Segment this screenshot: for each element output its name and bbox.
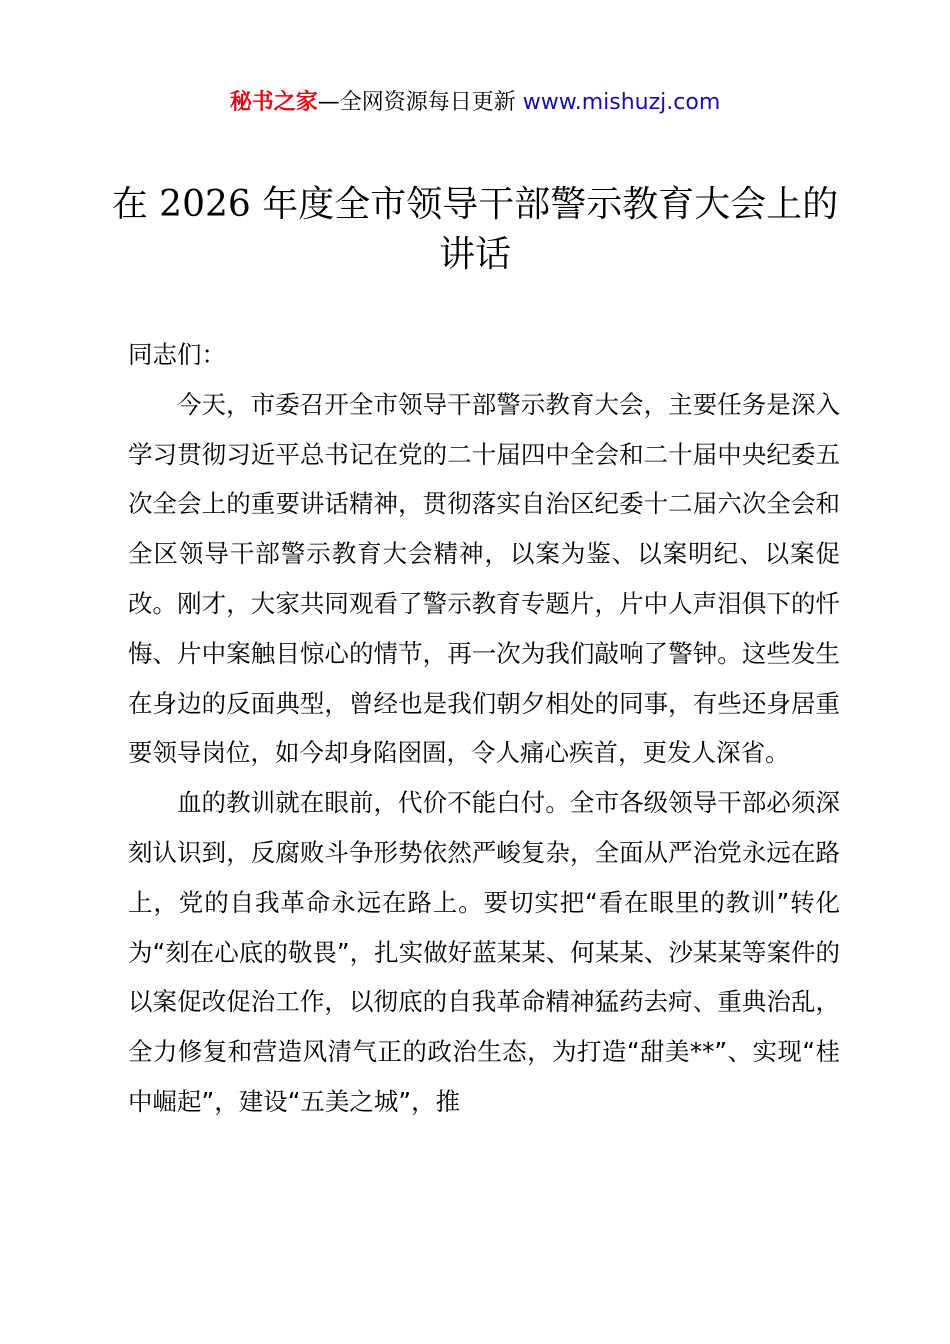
brand-name: 秘书之家: [229, 90, 318, 115]
document-title: 在 2026 年度全市领导干部警示教育大会上的讲话: [111, 184, 839, 275]
paragraph-1: 今天，市委召开全市领导干部警示教育大会，主要任务是深入学习贯彻习近平总书记在党的二十届四中全会和二十届中央纪委五次全会上的重要讲话精神，贯彻落实自治区纪委十二届六次全会和全区领导干部警示教育大会精神，以案为鉴、以案明纪、以案促改。刚才，大家共同观看了警示教育专题片，片中人声泪俱下的忏悔、片中案触目惊心的情节，再一次为我们敲响了警钟。这些发生在身边的反面典型，曾经也是我们朝夕相处的同事，有些还身居重要领导岗位，如今却身陷囹圄，令人痛心疾首，更发人深省。: [128, 389, 840, 768]
site-banner: [0, 86, 950, 120]
site-url-link[interactable]: www.mishuzj.com: [522, 90, 721, 115]
greeting: 同志们：: [128, 340, 226, 369]
document-body: [128, 330, 840, 1127]
banner-tagline: —全网资源每日更新: [317, 90, 523, 115]
paragraph-2: 血的教训就在眼前，代价不能白付。全市各级领导干部必须深刻认识到，反腐败斗争形势依然严峻复杂，全面从严治党永远在路上，党的自我革命永远在路上。要切实把“看在眼里的教训”转化为“刻在心底的敬畏”，扎实做好蓝某某、何某某、沙某某等案件的以案促改促治工作，以彻底的自我革命精神猛药去疴、重典治乱，全力修复和营造风清气正的政治生态，为打造“甜美**”、实现“桂中崛起”，建设“五美之城”，推: [128, 788, 840, 1116]
